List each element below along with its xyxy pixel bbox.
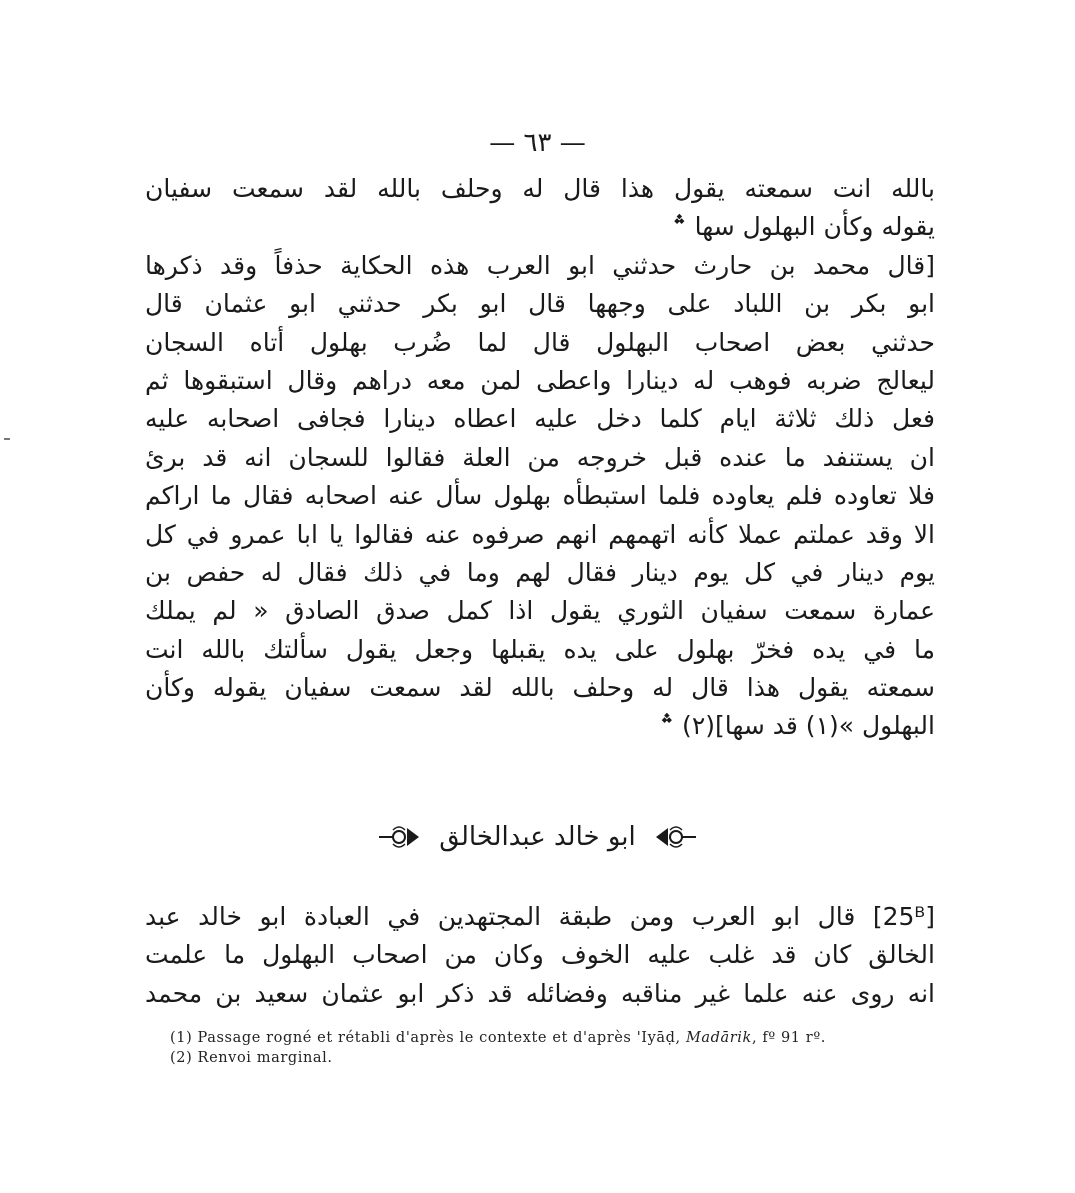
text-line: فعل ذلك ثلاثة ايام كلما دخل عليه اعطاه دينارا فجافى اصحابه عليه	[145, 404, 935, 434]
text-line: [قال محمد بن حارث حدثني ابو العرب هذه الحكاية حذفاً وقد ذكرها	[145, 250, 935, 280]
section-heading	[0, 822, 1075, 852]
text-line: سمعته يقول هذا قال له وحلف بالله لقد سمعت سفيان يقوله وكأن	[145, 673, 935, 703]
footnote-1-suffix: , fº 91 rº.	[751, 1030, 826, 1046]
footnote-1	[170, 1028, 935, 1048]
text-line: الخالق كان قد غلب عليه الخوف وكان من اصحاب البهلول ما علمت	[145, 940, 935, 970]
text-line: ان يستنفد ما عنده قبل خروجه من العلة فقالوا للسجان انه قد برئ	[145, 442, 935, 472]
text-line: [25ᴮ] قال ابو العرب ومن طبقة المجتهدين في العبادة ابو خالد عبد	[145, 902, 935, 931]
text-line: انه روى عنه علما غير مناقبه وفضائله قد ذكر ابو عثمان سعيد بن محمد	[145, 978, 935, 1008]
main-text-block	[145, 170, 935, 746]
section-title: ابو خالد عبدالخالق	[439, 822, 636, 852]
text-line: ليعالج ضربه فوهب له دينارا واعطى لمن معه دراهم وقال استبقوها ثم	[145, 365, 935, 395]
footnote-1-italic: Madārik	[685, 1030, 752, 1046]
text-line: فلا تعاوده فلم يعاوده فلما استبطأه بهلول سأل عنه اصحابه فقال ما اراكم	[145, 481, 935, 511]
margin-mark	[4, 438, 10, 440]
ornament-icon	[377, 822, 421, 852]
text-line: ما في يده فخرّ بهلول على يده يقبلها وجعل يقول سألتك بالله انت	[145, 634, 935, 664]
footnote-2: (2) Renvoi marginal.	[170, 1050, 333, 1066]
text-line: يوم دينار في كل يوم دينار فقال لهم وما في ذلك فقال له حفص بن	[145, 557, 935, 587]
text-line: بالله انت سمعته يقول هذا قال له وحلف بالله لقد سمعت سفيان	[145, 174, 935, 203]
text-line: الا وقد عملتم عملا كأنه اتهمهم انهم صرفوه عنه فقالوا يا ابا عمرو في كل	[145, 519, 935, 549]
text-line: حدثني بعض اصحاب البهلول قال لما ضُرب بهلول أتاه السجان	[145, 327, 935, 357]
section-text-block	[145, 898, 935, 1013]
text-line: ابو بكر بن اللباد على وجهها قال ابو بكر حدثني ابو عثمان قال	[145, 289, 935, 319]
footnote-1-text: (1) Passage rogné et rétabli d'après le contexte et d'après 'Iyāḍ,	[170, 1030, 686, 1046]
text-line: البهلول »(١) قد سها](٢) ؞	[659, 711, 935, 741]
footnotes	[170, 1028, 935, 1068]
ornament-icon	[654, 822, 698, 852]
page-number: — ٦٣ —	[489, 128, 586, 158]
text-line: يقوله وكأن البهلول سها ؞	[671, 212, 935, 242]
text-line: عمارة سمعت سفيان الثوري يقول اذا كمل صدق الصادق « لم يملك	[145, 596, 935, 626]
